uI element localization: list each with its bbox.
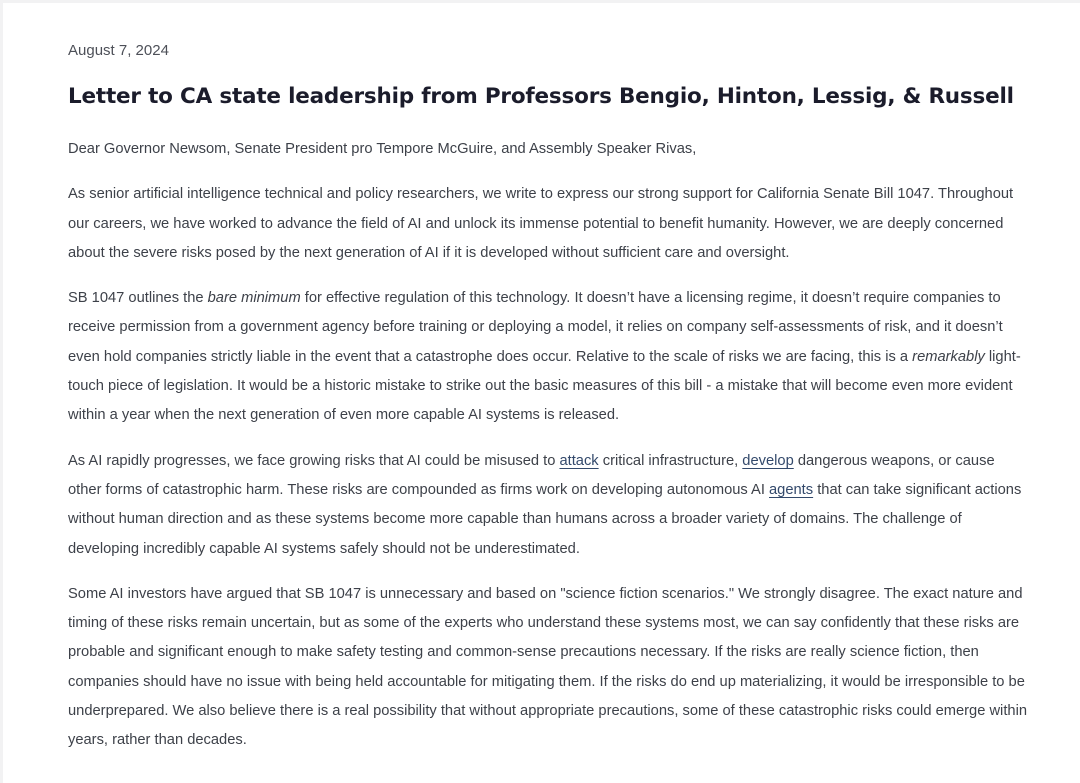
paragraph-1: As senior artificial intelligence technical and policy researchers, we write to express our strong support for California Senate Bill 1047. Throughout our careers, we have worked to advance the field of AI and unlock its immense potential to benefit humanity. However, we are deeply concerned about the severe risks posed by the next generation of AI if it is developed without sufficient care and oversight.	[68, 186, 1014, 261]
letter-page	[3, 3, 1080, 783]
paragraph-3-text-3: dangerous weapons, or cause other forms of catastrophic harm. These risks are compounded as firms work on developing autonomous AI	[68, 452, 995, 498]
letter-content	[68, 41, 1028, 772]
emphasis-remarkably: remarkably	[912, 348, 985, 365]
salutation: Dear Governor Newsom, Senate President pro Tempore McGuire, and Assembly Speaker Rivas,	[68, 141, 697, 157]
paragraph-4: Some AI investors have argued that SB 1047 is unnecessary and based on "science fiction scenarios." We strongly disagree. The exact nature and timing of these risks remain uncertain, but as some of the experts who understand these systems most, we can say confidently that these risks are probable and significant enough to make safety testing and common-sense precautions necessary. If the risks are really science fiction, then companies should have no issue with being held accountable for mitigating them. If the risks do end up materializing, it would be irresponsible to be underprepared. We also believe there is a real possibility that without appropriate precautions, some of these catastrophic risks could emerge within years, rather than decades.	[68, 585, 1028, 749]
paragraph-2-text-2: for effective regulation of this technology. It doesn’t have a licensing regime, it doesn’t require companies to receive permission from a government agency before training or deploying a model, it relies on company self-assessments of risk, and it doesn’t even hold companies strictly liable in the event that a catastrophe does occur. Relative to the scale of risks we are facing, this is a	[68, 290, 1003, 365]
emphasis-bare-minimum: bare minimum	[207, 290, 301, 307]
paragraph-3-text-2: critical infrastructure,	[598, 452, 743, 469]
paragraph-2-text-1: SB 1047 outlines the	[68, 290, 208, 307]
paragraph-3-text-4: that can take significant actions without human direction and as these systems become more capable than humans across a broader variety of domains. The challenge of developing incredibly capable AI systems safely should not be underestimated.	[68, 481, 1022, 557]
page-title: Letter to CA state leadership from Professors Bengio, Hinton, Lessig, & Russell	[68, 84, 1014, 109]
paragraph-3-text-1: As AI rapidly progresses, we face growing risks that AI could be misused to	[68, 452, 560, 469]
paragraph-2	[68, 284, 1028, 430]
link-attack[interactable]: attack	[559, 452, 599, 469]
paragraph-2-text-3: light-touch piece of legislation. It would be a historic mistake to strike out the basic measures of this bill - a mistake that will become even more evident within a year when the next generation of even more capable AI systems is released.	[68, 348, 1021, 424]
paragraph-3	[68, 447, 1028, 564]
link-develop[interactable]: develop	[742, 452, 794, 469]
letter-date: August 7, 2024	[68, 42, 169, 59]
link-agents[interactable]: agents	[769, 481, 814, 498]
